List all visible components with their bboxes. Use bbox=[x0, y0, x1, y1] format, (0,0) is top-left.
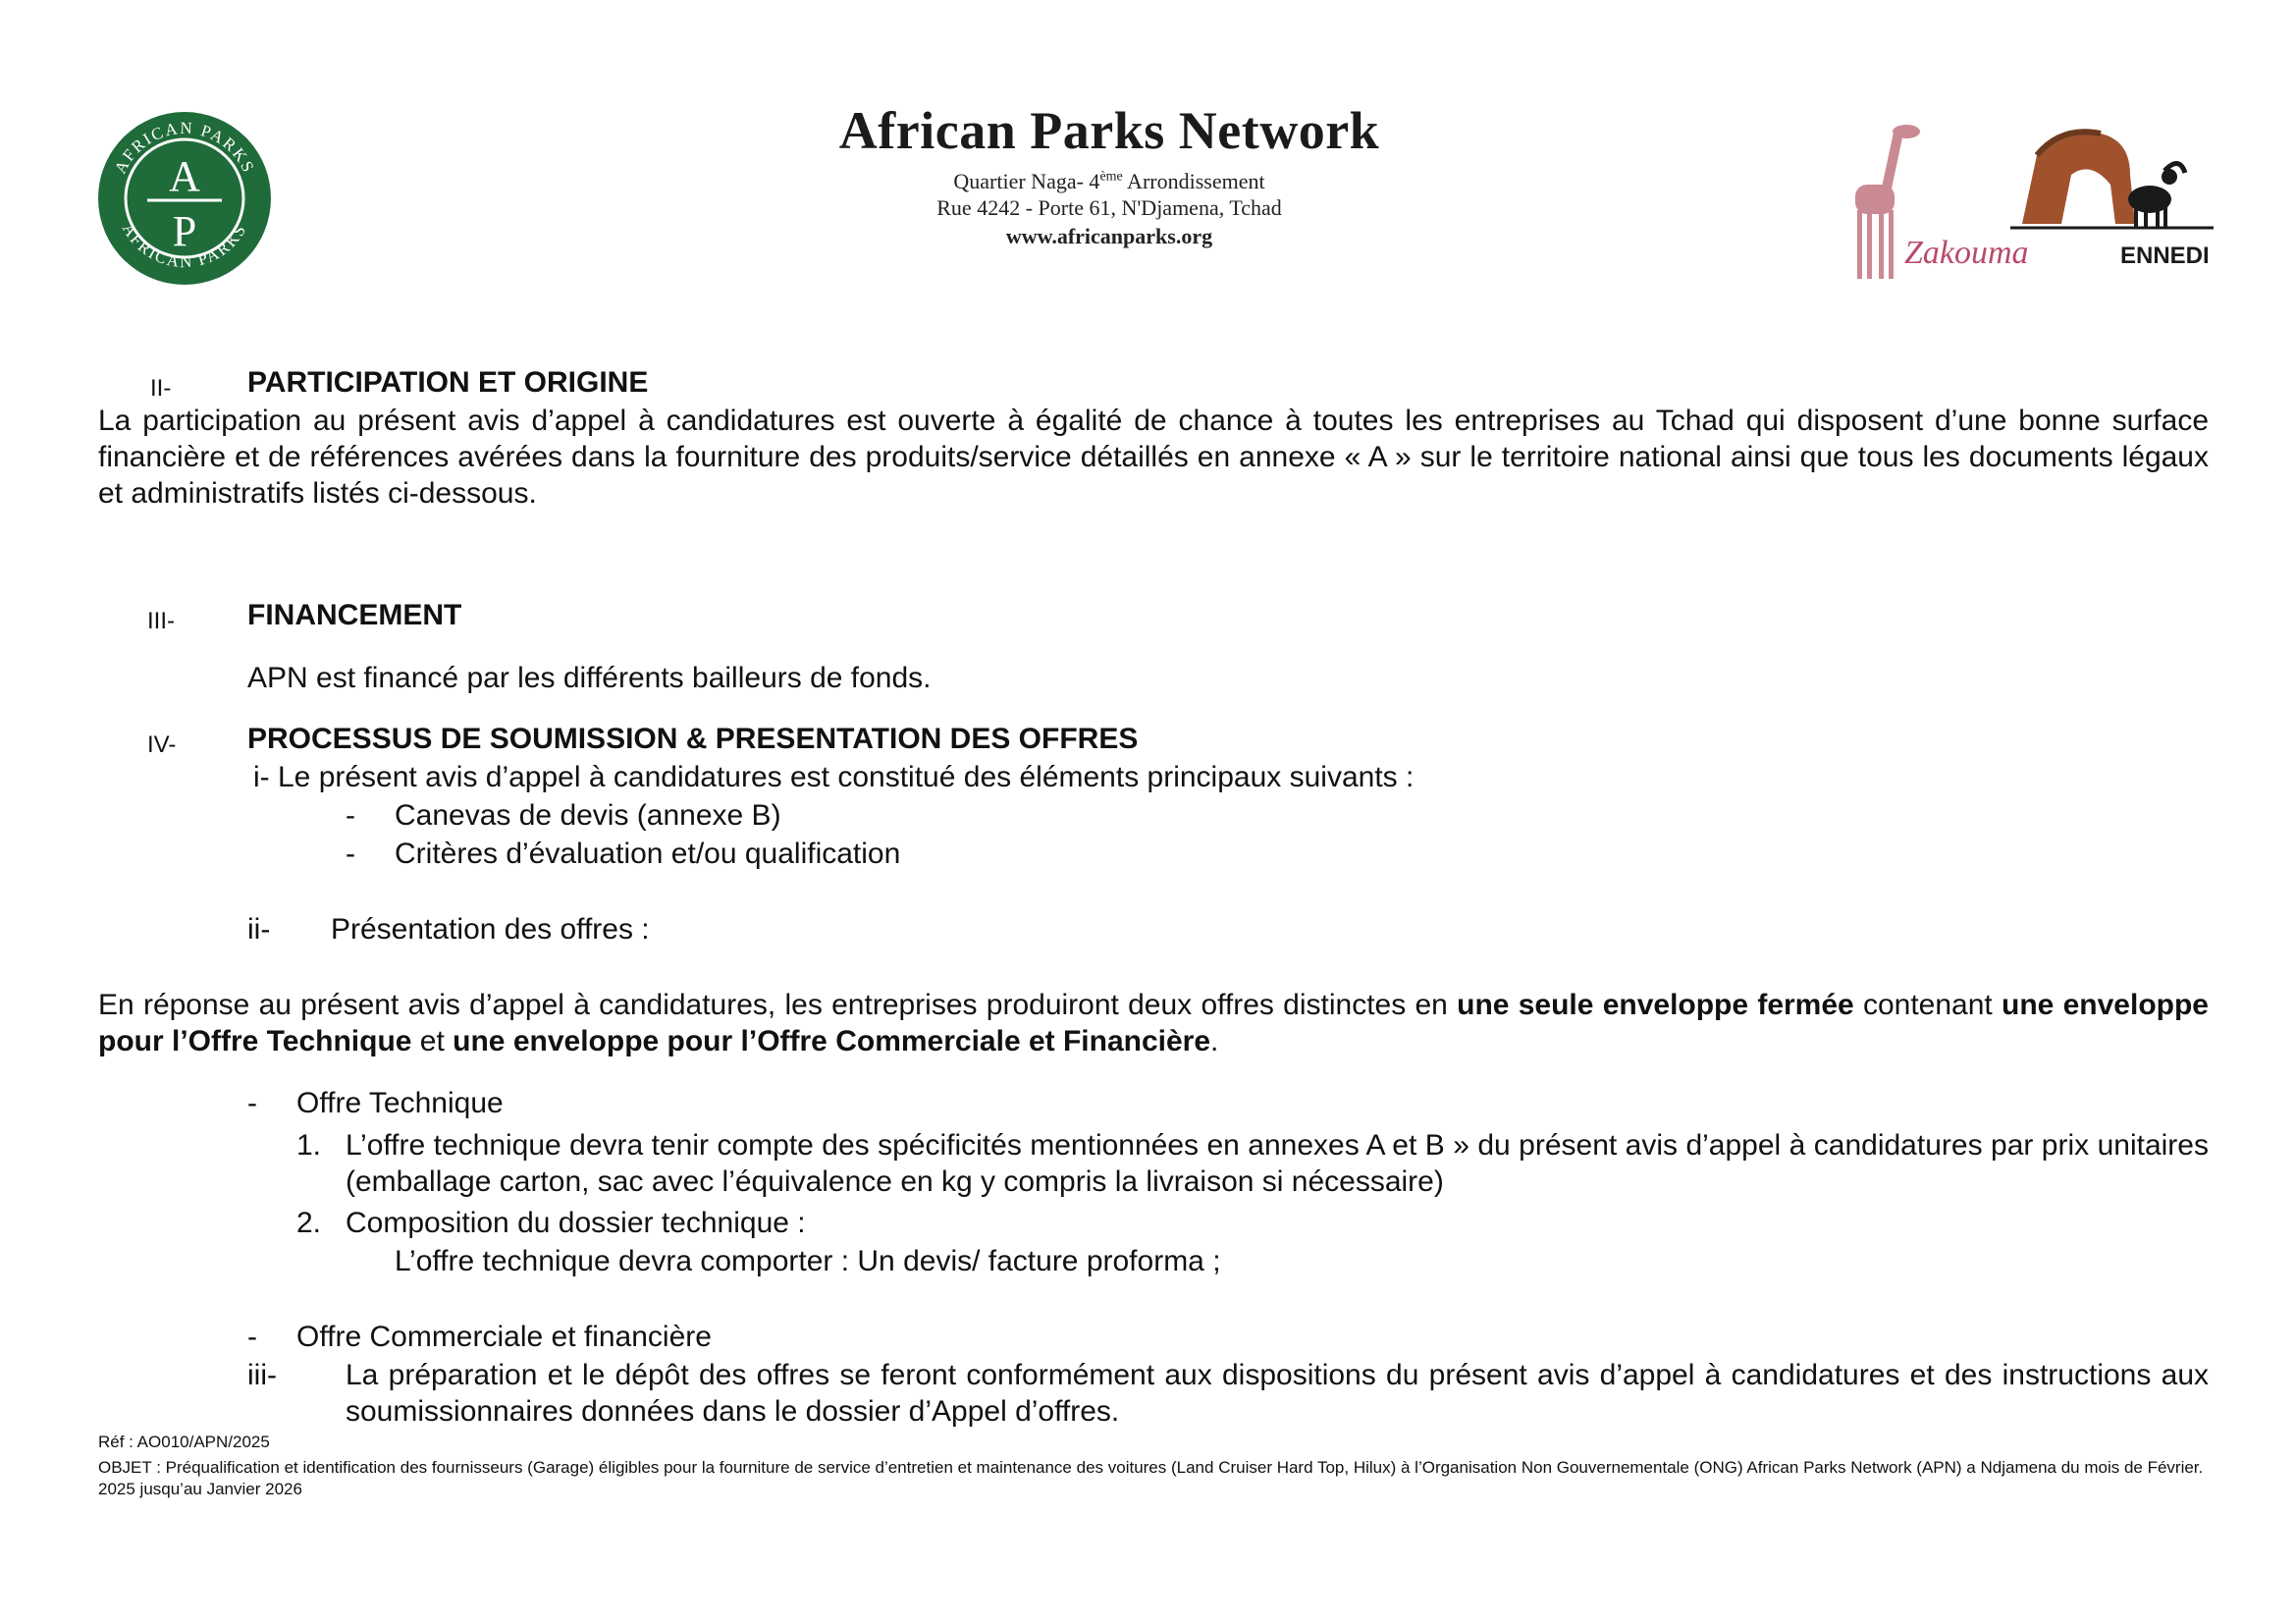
offre-technique-label: Offre Technique bbox=[296, 1087, 504, 1119]
item-i-text: i- Le présent avis d’appel à candidatures est constitué des éléments principaux suivants : bbox=[253, 761, 1415, 793]
section-2-title: PARTICIPATION ET ORIGINE bbox=[247, 366, 649, 399]
bullet-dash: - bbox=[247, 1321, 257, 1353]
item-ii-text: Présentation des offres : bbox=[331, 913, 650, 946]
section-2-number: II- bbox=[150, 375, 172, 402]
footer-objet: OBJET : Préqualification et identification des fournisseurs (Garage) éligibles pour la fourniture de service d’entretien et maintenance des voitures (Land Cruiser Hard Top, Hilux) à l’Organisation Non Gouvernementale (ONG) African Parks Network (APN) a Ndjamena du mois de Février. 2025 jusqu’au Janvier 2026 bbox=[98, 1458, 2204, 1498]
item-ii-number: ii- bbox=[247, 913, 271, 946]
offers-paragraph: En réponse au présent avis d’appel à candidatures, les entreprises produiront deux offres distinctes en une seule enveloppe fermée contenant une enveloppe pour l’Offre Technique et une enveloppe pour l’Offre Commerciale et Financière. bbox=[98, 989, 2209, 1057]
list-number-2: 2. bbox=[296, 1207, 322, 1239]
section-3-body: APN est financé par les différents bailleurs de fonds. bbox=[247, 662, 932, 694]
svg-text:AFRICAN PARKS: AFRICAN PARKS bbox=[118, 220, 251, 272]
section-4-number: IV- bbox=[147, 731, 177, 758]
organization-name: African Parks Network bbox=[838, 101, 1380, 160]
ennedi-text: ENNEDI bbox=[2120, 243, 2210, 269]
bullet-criteres: Critères d’évaluation et/ou qualification bbox=[395, 838, 901, 870]
footer-reference: Réf : AO010/APN/2025 bbox=[98, 1433, 270, 1451]
item-iii-number: iii- bbox=[247, 1359, 277, 1391]
svg-text:AFRICAN PARKS: AFRICAN PARKS bbox=[110, 118, 259, 177]
website-link[interactable]: www.africanparks.org bbox=[1005, 224, 1213, 248]
offre-technique-item-2: Composition du dossier technique : bbox=[346, 1207, 806, 1239]
item-iii-text: La préparation et le dépôt des offres se feront conformément aux dispositions du présent avis d’appel à candidatures et des instructions aux soumissionnaires données dans le dossier d’Appel d’offres. bbox=[346, 1359, 2209, 1428]
address-line-1: Quartier Naga- 4ème Arrondissement bbox=[953, 169, 1265, 193]
offre-technique-item-2-detail: L’offre technique devra comporter : Un devis/ facture proforma ; bbox=[395, 1245, 1221, 1277]
offre-commerciale-label: Offre Commerciale et financière bbox=[296, 1321, 712, 1353]
zakouma-text: Zakouma bbox=[1904, 235, 2029, 271]
bullet-dash: - bbox=[247, 1087, 257, 1119]
bullet-dash: - bbox=[346, 799, 355, 832]
section-2-body: La participation au présent avis d’appel à candidatures est ouverte à égalité de chance à toutes les entreprises au Tchad qui disposent d’une bonne surface financière et de références avérées dans la fourniture des produits/service détaillés en annexe « A » sur le territoire national ainsi que tous les documents légaux et administratifs listés ci-dessous. bbox=[98, 405, 2209, 510]
svg-text:P: P bbox=[172, 207, 197, 255]
african-parks-logo bbox=[96, 110, 273, 287]
bullet-dash: - bbox=[346, 838, 355, 870]
offre-technique-item-1: L’offre technique devra tenir compte des spécificités mentionnées en annexes A et B » du présent avis d’appel à candidatures par prix unitaires (emballage carton, sac avec l’équivalence en kg y compris la livraison si nécessaire) bbox=[346, 1129, 2209, 1198]
section-3-title: FINANCEMENT bbox=[247, 599, 462, 631]
list-number-1: 1. bbox=[296, 1129, 322, 1162]
section-4-title: PROCESSUS DE SOUMISSION & PRESENTATION DES OFFRES bbox=[247, 723, 1139, 755]
section-3-number: III- bbox=[147, 608, 175, 634]
svg-text:A: A bbox=[169, 152, 200, 200]
address-line-2: Rue 4242 - Porte 61, N'Djamena, Tchad bbox=[936, 195, 1282, 220]
zakouma-ennedi-logo bbox=[1836, 116, 2218, 293]
bullet-canevas: Canevas de devis (annexe B) bbox=[395, 799, 781, 832]
